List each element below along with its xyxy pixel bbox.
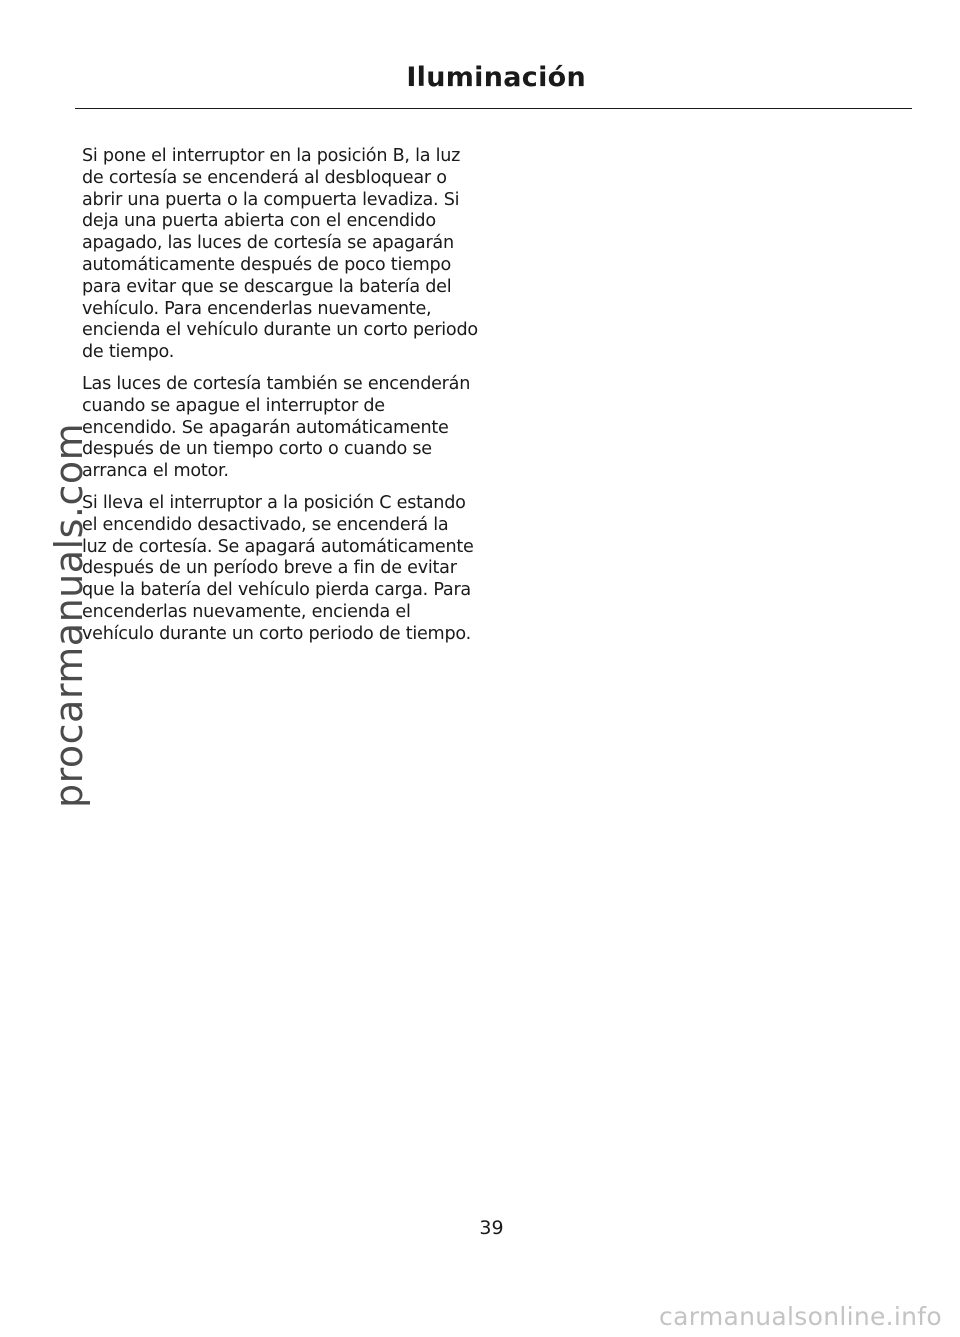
page-header	[75, 58, 912, 109]
paragraph-position-c: Si lleva el interruptor a la posición C estando el encendido desactivado, se encenderá la luz de cortesía. Se apagará automáticamente después de un período breve a fin de evitar que la batería del vehículo pierda carga. Para encenderlas nuevamente, encienda el vehículo durante un corto periodo de tiempo.	[82, 492, 474, 644]
page-number: 39	[479, 1217, 504, 1239]
body-text-column	[82, 146, 478, 656]
page-title: Iluminación	[406, 62, 586, 93]
side-watermark: procarmanuals.com	[47, 422, 91, 808]
footer-watermark: carmanualsonline.info	[659, 1302, 942, 1331]
paragraph-position-b: Si pone el interruptor en la posición B, la luz de cortesía se encenderá al desbloquear o abrir una puerta o la compuerta levadiza. Si deja una puerta abierta con el encendido apagado, las luces de cortesía se apagarán automáticamente después de poco tiempo para evitar que se descargue la batería del vehículo. Para encenderlas nuevamente, encienda el vehículo durante un corto periodo de tiempo.	[82, 146, 478, 363]
paragraph-ignition-off: Las luces de cortesía también se encenderán cuando se apague el interruptor de encendido. Se apagarán automáticamente después de un tiempo corto o cuando se arranca el motor.	[82, 373, 471, 482]
